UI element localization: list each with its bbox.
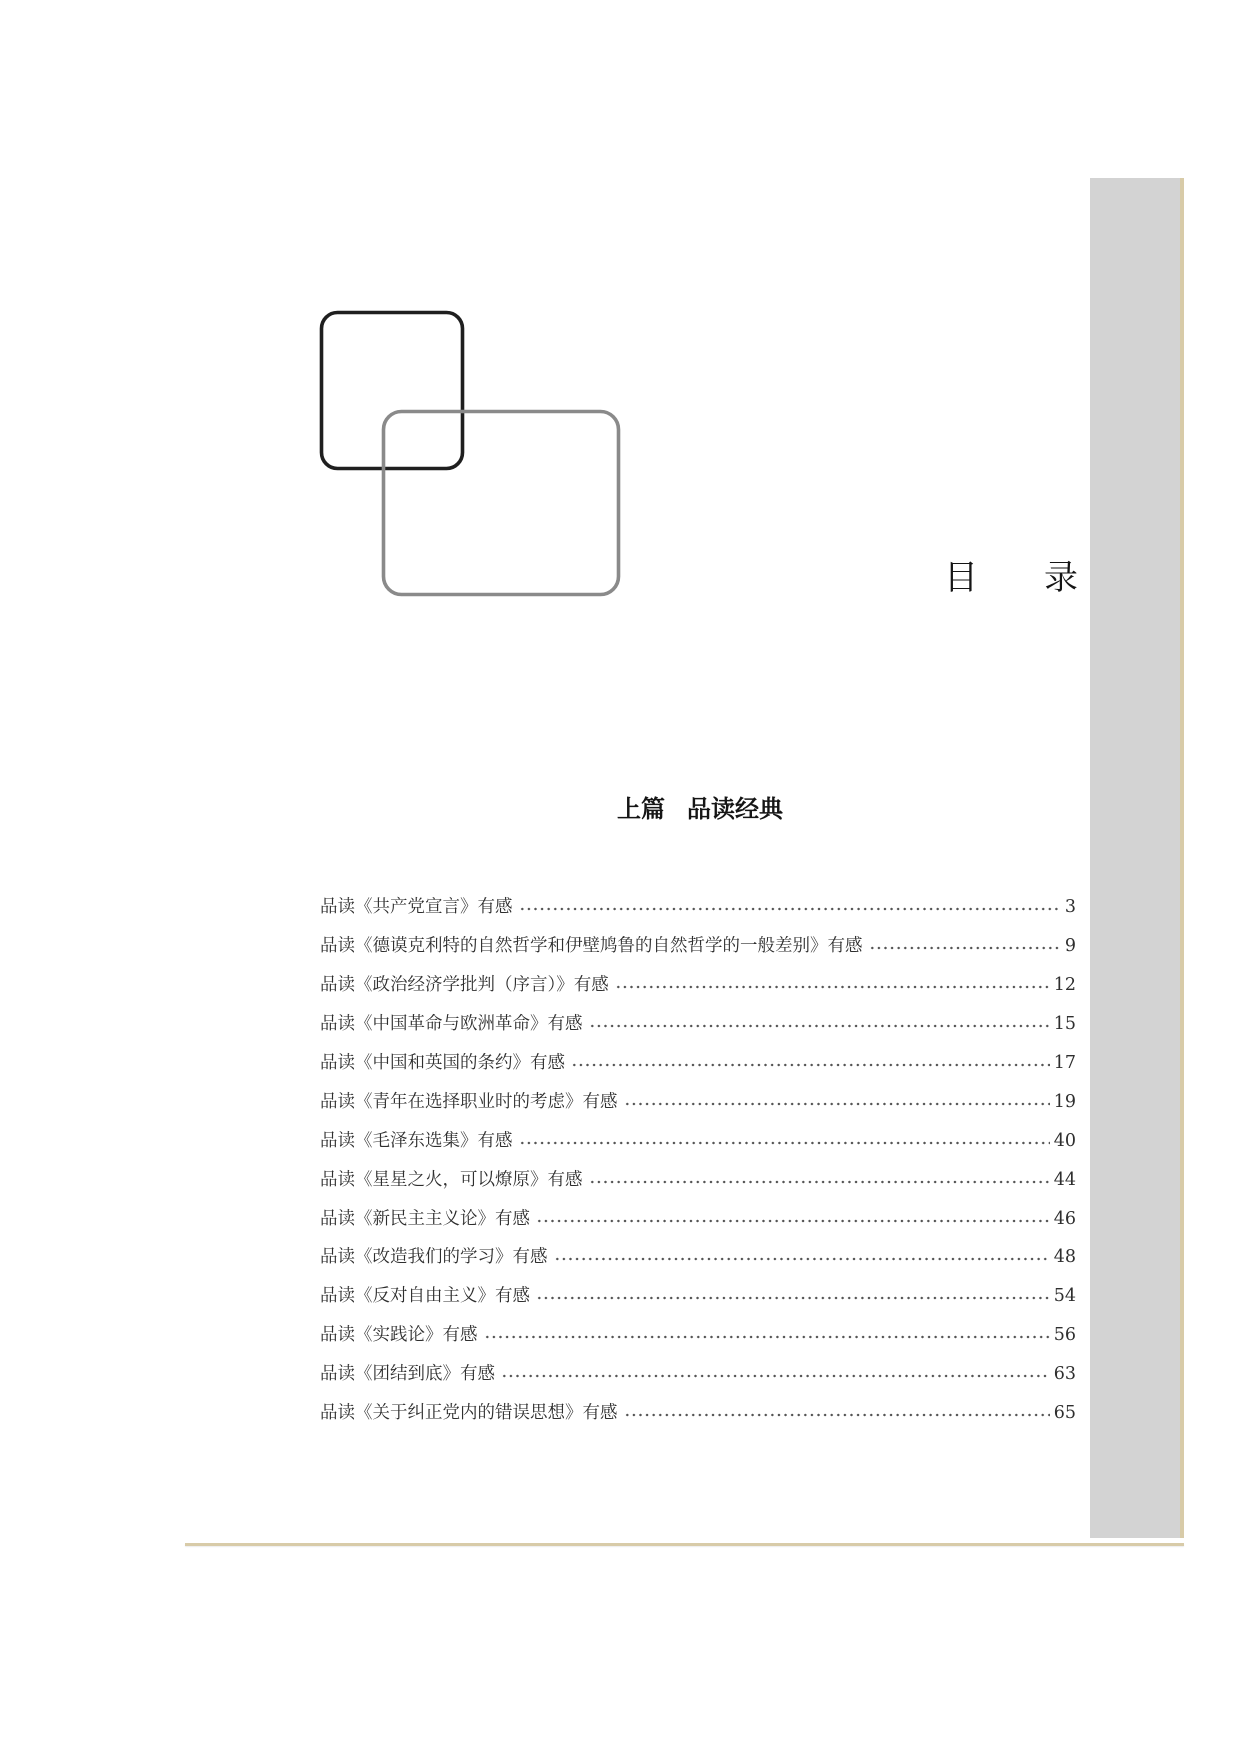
toc-dot-leader xyxy=(501,1373,1050,1379)
toc-entry xyxy=(320,1355,1076,1394)
toc-page-number: 12 xyxy=(1053,975,1076,996)
toc-entry xyxy=(320,1316,1076,1355)
toc-entry-title: 品读《新民主主义论》有感 xyxy=(320,1208,530,1229)
toc-entry-title: 品读《青年在选择职业时的考虑》有感 xyxy=(320,1091,618,1112)
toc-entry xyxy=(320,1199,1076,1238)
page-edge-sidebar xyxy=(1090,178,1184,1538)
toc-dot-leader xyxy=(624,1412,1050,1418)
toc-entry xyxy=(320,1121,1076,1160)
toc-entry-title: 品读《团结到底》有感 xyxy=(320,1364,495,1385)
toc-dot-leader xyxy=(615,984,1050,990)
toc-dot-leader xyxy=(869,945,1061,951)
toc-entry-title: 品读《毛泽东选集》有感 xyxy=(320,1130,513,1151)
toc-entry-title: 品读《关于纠正党内的错误思想》有感 xyxy=(320,1403,618,1424)
toc-entry-title: 品读《改造我们的学习》有感 xyxy=(320,1247,548,1268)
toc-dot-leader xyxy=(536,1295,1050,1301)
toc-entry xyxy=(320,1394,1076,1433)
toc-page-number: 9 xyxy=(1064,936,1076,957)
toc-entry xyxy=(320,1082,1076,1121)
toc-dot-leader xyxy=(519,906,1061,912)
section-label: 上篇 xyxy=(617,795,665,823)
toc-dot-leader xyxy=(484,1334,1050,1340)
toc-entry xyxy=(320,927,1076,966)
toc-page-number: 15 xyxy=(1053,1014,1076,1035)
toc-entry-title: 品读《反对自由主义》有感 xyxy=(320,1286,530,1307)
toc-entry xyxy=(320,1238,1076,1277)
toc-page-number: 56 xyxy=(1053,1325,1076,1346)
toc-entry-title: 品读《星星之火，可以燎原》有感 xyxy=(320,1169,583,1190)
toc-page-number: 63 xyxy=(1053,1364,1076,1385)
toc-page-number: 3 xyxy=(1064,897,1076,918)
toc-dot-leader xyxy=(571,1062,1050,1068)
contents-heading xyxy=(940,556,1080,600)
toc-entry xyxy=(320,1005,1076,1044)
toc-page-number: 44 xyxy=(1053,1169,1076,1190)
toc-page-number: 65 xyxy=(1053,1403,1076,1424)
contents-heading-char-1: 目 xyxy=(944,558,978,598)
toc-entry-title: 品读《中国和英国的条约》有感 xyxy=(320,1053,565,1073)
toc-entry-title: 品读《共产党宣言》有感 xyxy=(320,897,513,918)
toc-dot-leader xyxy=(589,1179,1050,1185)
toc-entry-title: 品读《德谟克利特的自然哲学和伊壁鸠鲁的自然哲学的一般差别》有感 xyxy=(320,936,863,957)
toc-entry-title: 品读《实践论》有感 xyxy=(320,1325,478,1346)
toc-dot-leader xyxy=(589,1023,1050,1029)
table-of-contents xyxy=(320,888,1076,1432)
decorative-rounded-square-dark xyxy=(322,313,463,469)
toc-entry xyxy=(320,888,1076,927)
toc-entry xyxy=(320,1277,1076,1316)
toc-dot-leader xyxy=(519,1140,1050,1146)
contents-heading-char-2: 录 xyxy=(1044,558,1078,598)
decorative-rounded-rect-gray xyxy=(384,412,619,595)
toc-dot-leader xyxy=(536,1218,1050,1224)
toc-entry xyxy=(320,966,1076,1005)
toc-page-number: 46 xyxy=(1053,1208,1076,1229)
section-name: 品读经典 xyxy=(687,795,783,823)
toc-dot-leader xyxy=(554,1256,1050,1262)
toc-page-number: 48 xyxy=(1053,1247,1076,1268)
bottom-rule-line xyxy=(185,1543,1184,1546)
toc-page-number: 40 xyxy=(1053,1130,1076,1151)
toc-entry xyxy=(320,1160,1076,1199)
toc-entry-title: 品读《政治经济学批判（序言）》有感 xyxy=(320,975,609,996)
toc-entry xyxy=(320,1044,1076,1083)
toc-entry-title: 品读《中国革命与欧洲革命》有感 xyxy=(320,1014,583,1035)
section-title xyxy=(520,792,880,826)
toc-page-number: 54 xyxy=(1053,1286,1076,1307)
toc-page-number: 17 xyxy=(1053,1053,1076,1073)
toc-page-number: 19 xyxy=(1053,1091,1076,1112)
toc-dot-leader xyxy=(624,1101,1050,1107)
